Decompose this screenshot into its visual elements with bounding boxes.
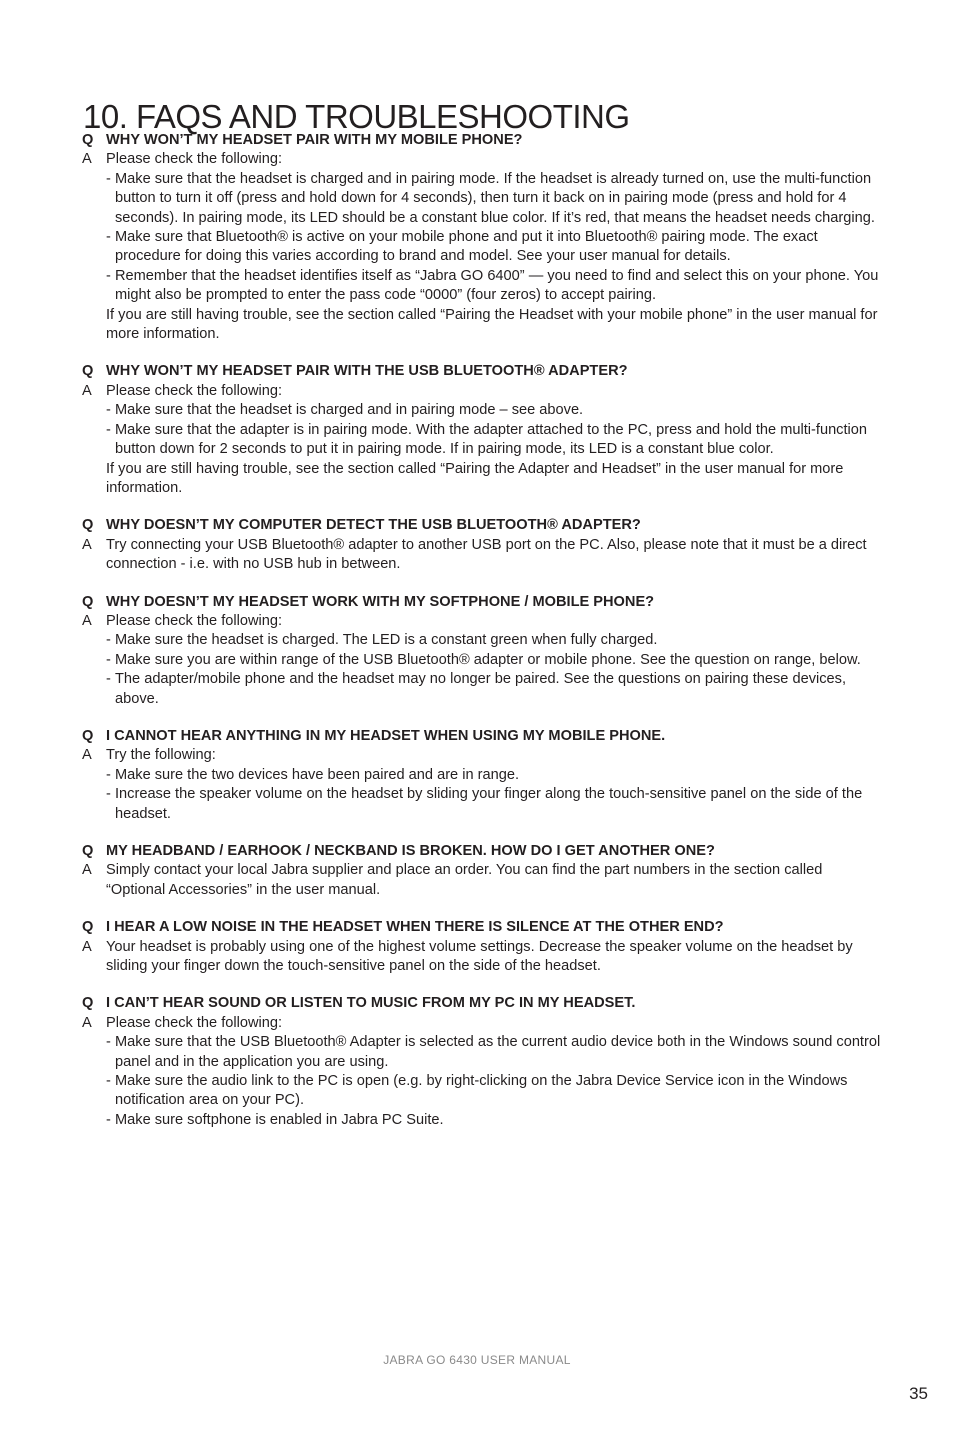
answer-followup-text: If you are still having trouble, see the section called “Pairing the Adapter and Headset” in the user manual for more information. [106,460,844,496]
bullet-text: Make sure the headset is charged. The LED is a constant green when fully charged. [115,632,658,649]
question-row [82,362,882,381]
answer-marker: A [82,382,92,399]
question-marker: Q [82,517,94,534]
faq-item [82,727,882,824]
question-marker: Q [82,919,94,936]
bullet-dash: - [106,651,111,668]
answer-text: Please check the following: [106,382,283,399]
faq-item [82,516,882,574]
answer-text: Try connecting your USB Bluetooth® adapter to another USB port on the PC. Also, please note that it must be a direct connection - i.e. with no USB hub in between. [106,536,867,573]
bullet-text: Make sure that the USB Bluetooth® Adapter is selected as the current audio device both in the Windows sound control panel and in the application you are using. [115,1034,881,1070]
bullet-text: Make sure that the headset is charged and in pairing mode. If the headset is already turned on, use the multi-function button to turn it off (press and hold down for 4 seconds), then turn it back on in pairing mode (press and hold for 4 seconds). In pairing mode, its LED should be a constant blue color. If it’s red, that means the headset needs charging. [115,170,875,226]
answer-marker: A [82,938,92,955]
question-text: WHY DOESN’T MY COMPUTER DETECT THE USB BLUETOOTH® ADAPTER? [106,517,641,534]
answer-bullet [106,785,882,824]
bullet-text: Make sure that Bluetooth® is active on your mobile phone and put it into Bluetooth® pairing mode. The exact procedure for doing this varies according to brand and model. See your user manual for details. [115,229,818,265]
question-text: WHY WON’T MY HEADSET PAIR WITH THE USB BLUETOOTH® ADAPTER? [106,363,628,380]
bullet-dash: - [106,766,111,783]
faq-item [82,362,882,498]
answer-row [82,938,882,977]
bullet-dash: - [106,1111,111,1128]
answer-text: Try the following: [106,747,216,764]
answer-bullet [106,1033,882,1072]
answer-marker: A [82,612,92,629]
answer-text: Please check the following: [106,1014,283,1031]
bullet-dash: - [106,267,111,284]
question-text: MY HEADBAND / EARHOOK / NECKBAND IS BROKEN. HOW DO I GET ANOTHER ONE? [106,843,715,859]
bullet-text: Remember that the headset identifies itself as “Jabra GO 6400” — you need to find and select this on your phone. You might also be prompted to enter the pass code “0000” (four zeros) to accept pairing. [115,267,879,304]
answer-bullet [106,401,882,420]
answer-bullet [106,170,882,228]
faq-item [82,994,882,1130]
question-marker: Q [82,727,94,744]
question-row [82,918,882,937]
page-number: 35 [909,1384,928,1403]
bullet-text: Make sure that the adapter is in pairing mode. With the adapter attached to the PC, press and hold the multi-function button down for 2 seconds to put it in pairing mode. If in pairing mode, its LED is a constant blue color. [115,421,868,458]
question-marker: Q [82,593,94,610]
bullet-dash: - [106,671,111,688]
answer-row [82,150,882,169]
answer-row [82,382,882,401]
bullet-dash: - [106,229,111,246]
faq-item [82,593,882,709]
answer-marker: A [82,862,92,879]
answer-text: Simply contact your local Jabra supplier and place an order. You can find the part numbers in the section called “Optional Accessories” in the user manual. [106,862,823,898]
bullet-dash: - [106,1073,111,1090]
question-row [82,994,882,1013]
answer-bullet-list [82,766,882,824]
bullet-dash: - [106,402,111,419]
answer-followup-text: If you are still having trouble, see the section called “Pairing the Headset with your mobile phone” in the user manual for more information. [106,306,878,343]
answer-bullet [106,228,882,267]
bullet-dash: - [106,632,111,649]
answer-row [82,1014,882,1033]
answer-text: Please check the following: [106,612,283,629]
answer-row [82,746,882,765]
answer-text: Please check the following: [106,151,283,168]
bullet-dash: - [106,1034,111,1051]
page-title: 10. FAQS AND TROUBLESHOOTING [83,98,630,136]
question-row [82,131,882,150]
question-text: I CAN’T HEAR SOUND OR LISTEN TO MUSIC FROM MY PC IN MY HEADSET. [106,995,636,1012]
answer-row [82,861,882,900]
bullet-text: Increase the speaker volume on the headset by sliding your finger along the touch-sensitive panel on the side of the headset. [115,786,863,822]
bullet-text: Make sure the two devices have been paired and are in range. [115,766,520,783]
bullet-text: Make sure you are within range of the USB Bluetooth® adapter or mobile phone. See the question on range, below. [115,651,861,668]
answer-text: Your headset is probably using one of the highest volume settings. Decrease the speaker volume on the headset by sliding your finger down the touch-sensitive panel on the side of the headset. [106,938,853,975]
answer-marker: A [82,747,92,764]
answer-bullet [106,1072,882,1111]
answer-bullet [106,766,882,785]
question-text: WHY WON’T MY HEADSET PAIR WITH MY MOBILE PHONE? [106,132,523,148]
answer-bullet [106,651,882,670]
question-row [82,593,882,612]
question-marker: Q [82,843,94,859]
bullet-text: Make sure softphone is enabled in Jabra PC Suite. [115,1111,444,1128]
answer-bullet [106,1111,882,1130]
question-marker: Q [82,995,94,1012]
answer-bullet [106,670,882,709]
answer-bullet [106,267,882,306]
question-marker: Q [82,363,94,380]
answer-row [82,536,882,575]
question-marker: Q [82,132,94,148]
answer-bullet-list [82,631,882,709]
footer-manual-title: JABRA GO 6430 USER MANUAL [383,1353,571,1367]
bullet-dash: - [106,421,111,438]
bullet-dash: - [106,170,111,187]
question-text: I CANNOT HEAR ANYTHING IN MY HEADSET WHEN USING MY MOBILE PHONE. [106,727,666,744]
answer-row [82,612,882,631]
answer-marker: A [82,1014,92,1031]
faq-list [82,131,882,1148]
faq-item [82,842,882,900]
answer-marker: A [82,151,92,168]
bullet-text: The adapter/mobile phone and the headset may no longer be paired. See the questions on pairing these devices, above. [115,671,846,707]
bullet-dash: - [106,786,111,803]
question-row [82,842,882,861]
answer-marker: A [82,536,92,553]
faq-item [82,131,882,344]
question-row [82,727,882,746]
bullet-text: Make sure the audio link to the PC is open (e.g. by right-clicking on the Jabra Device Service icon in the Windows notification area on your PC). [115,1073,848,1109]
answer-bullet [106,631,882,650]
answer-bullet-list [82,170,882,306]
answer-bullet-list [82,401,882,459]
question-row [82,516,882,535]
question-text: WHY DOESN’T MY HEADSET WORK WITH MY SOFTPHONE / MOBILE PHONE? [106,593,655,610]
answer-bullet [106,421,882,460]
faq-item [82,918,882,976]
answer-bullet-list [82,1033,882,1130]
bullet-text: Make sure that the headset is charged and in pairing mode – see above. [115,402,584,419]
question-text: I HEAR A LOW NOISE IN THE HEADSET WHEN THERE IS SILENCE AT THE OTHER END? [106,919,724,936]
